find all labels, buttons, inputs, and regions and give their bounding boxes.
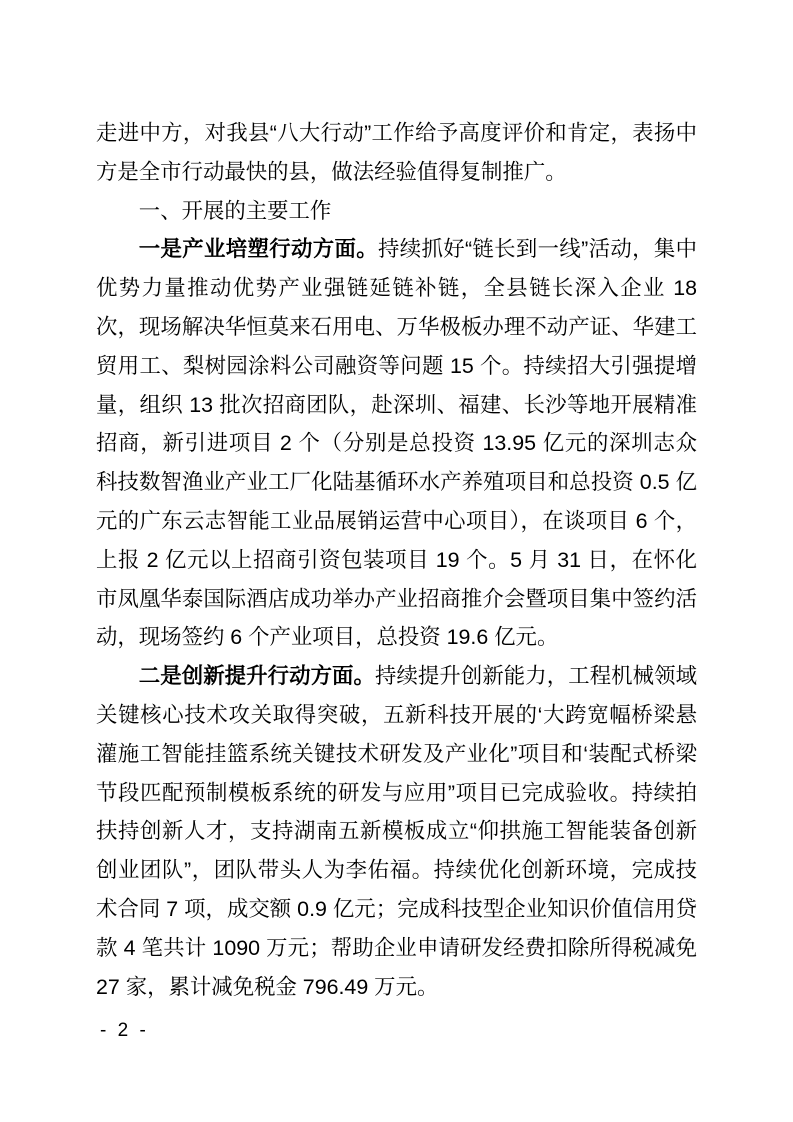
section-heading-text: 一、开展的主要工作 [138,198,332,223]
paragraph-lead-bold: 一是产业培塑行动方面。 [138,237,378,262]
paragraph-industry-cultivation [96,230,697,657]
paragraph-text: 持续抓好“链长到一线”活动，集中优势力量推动优势产业强链延链补链，全县链长深入企业 18 次，现场解决华恒莫来石用电、万华极板办理不动产证、华建工贸用工、梨树园涂料公司融资等问题 15 个。持续招大引强提增量，组织 13 批次招商团队，赴深圳、福建、长沙等地开展精准招商，新引进项目 2 个（分别是总投资 13.95 亿元的深圳志众科技数智渔业产业工厂化陆基循环水产养殖项目和总投资 0.5 亿元的广东云志智能工业品展销运营中心项目），在谈项目 6 个，上报 2 亿元以上招商引资包装项目 19 个。5 月 31 日，在怀化市凤凰华泰国际酒店成功举办产业招商推介会暨项目集中签约活动，现场签约 6 个产业项目，总投资 19.6 亿元。 [96,237,697,650]
page-content [96,114,697,1006]
paragraph-text: 持续提升创新能力，工程机械领域关键核心技术攻关取得突破，五新科技开展的‘大跨宽幅桥梁悬灌施工智能挂篮系统关键技术研发及产业化”项目和‘装配式桥梁节段匹配预制模板系统的研发与应用”项目已完成验收。持续拍扶持创新人才，支持湖南五新模板成立“仰拱施工智能装备创新创业团队”，团队带头人为李佑福。持续优化创新环境，完成技术合同 7 项，成交额 0.9 亿元；完成科技型企业知识价值信用贷款 4 笔共计 1090 万元；帮助企业申请研发经费扣除所得税减免 27 家，累计减免税金 796.49 万元。 [96,664,697,999]
section-heading [96,192,697,231]
paragraph-lead-bold: 二是创新提升行动方面。 [138,664,375,689]
page-number: - 2 - [100,1020,149,1041]
paragraph-text: 走进中方，对我县“八大行动”工作给予高度评价和肯定，表扬中方是全市行动最快的县，做法经验值得复制推广。 [96,121,697,184]
paragraph-continuation [96,114,697,192]
paragraph-innovation-promotion [96,657,697,1006]
